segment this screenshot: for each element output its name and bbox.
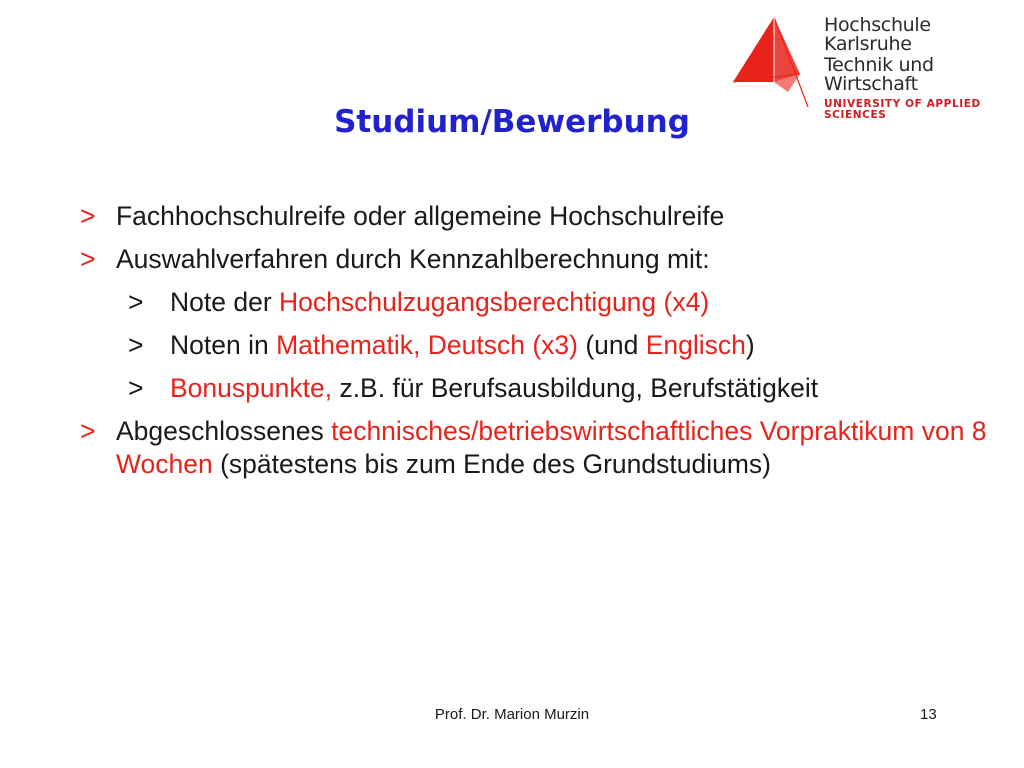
bullet-text: Noten in (170, 330, 277, 360)
bullet-item (78, 415, 998, 481)
logo-line-2: Technik und Wirtschaft (824, 54, 934, 95)
logo-line-1: Hochschule Karlsruhe (824, 14, 931, 55)
sub-bullet-marker: > (128, 373, 144, 403)
bullet-text: Abgeschlossenes (116, 416, 332, 446)
sub-bullet-item (78, 329, 998, 362)
bullet-marker: > (80, 201, 96, 231)
sub-bullet-marker: > (128, 287, 144, 317)
highlighted-text: technisches/betriebswirtschaftliches Vorpraktikum von 8 Wochen (116, 416, 987, 479)
highlighted-text: Bonuspunkte, (170, 373, 333, 403)
bullet-item (78, 200, 998, 233)
logo-line-3: UNIVERSITY OF APPLIED SCIENCES (824, 98, 981, 121)
university-logo (728, 12, 1018, 121)
bullet-text: (spätestens bis zum Ende des Grundstudiums) (212, 449, 771, 479)
slide-title: Studium/Bewerbung (334, 104, 690, 140)
bullet-marker: > (80, 416, 96, 446)
bullet-text: (und (577, 330, 646, 360)
highlighted-text: Mathematik, Deutsch (x3) (276, 330, 578, 360)
sub-bullet-marker: > (128, 330, 144, 360)
sub-bullet-item (78, 286, 998, 319)
bullet-marker: > (80, 244, 96, 274)
bullet-text: ) (745, 330, 755, 360)
sub-bullet-item (78, 372, 998, 405)
bullet-list (78, 200, 998, 491)
bullet-item (78, 243, 998, 276)
bullet-text: z.B. für Berufsausbildung, Berufstätigkeit (332, 373, 819, 403)
bullet-text: Fachhochschulreife oder allgemeine Hochschulreife (116, 201, 725, 231)
highlighted-text: Englisch (645, 330, 746, 360)
bullet-text: Auswahlverfahren durch Kennzahlberechnung mit: (116, 244, 710, 274)
page-number: 13 (920, 706, 937, 723)
footer-author: Prof. Dr. Marion Murzin (434, 706, 590, 723)
hska-triangle-icon (728, 12, 820, 112)
highlighted-text: Hochschulzugangsberechtigung (x4) (279, 287, 710, 317)
bullet-text: Note der (170, 287, 280, 317)
